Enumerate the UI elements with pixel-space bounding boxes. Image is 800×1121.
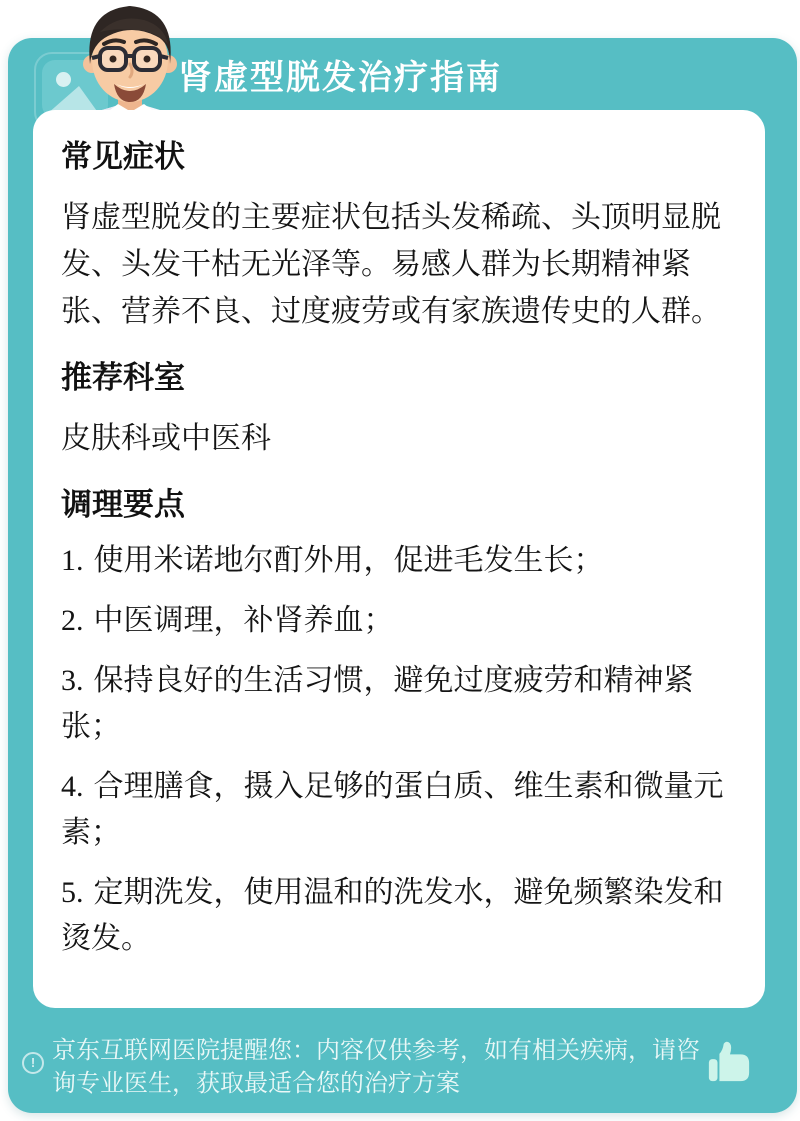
list-item [61,764,737,856]
section-heading-department: 推荐科室 [61,360,185,395]
symptoms-paragraph: 肾虚型脱发的主要症状包括头发稀疏、头顶明显脱发、头发干枯无光泽等。易感人群为长期精神紧张、营养不良、过度疲劳或有家族遗传史的人群。 [61,201,721,328]
department-paragraph: 皮肤科或中医科 [61,422,271,455]
footer-disclaimer-bar [20,1030,772,1100]
list-item-text: 保持良好的生活习惯，避免过度疲劳和精神紧张； [61,664,694,743]
list-item-number: 2. [61,604,84,637]
list-item-number: 4. [61,770,84,803]
content-card [33,110,765,1008]
exclamation-circle-icon: ! [22,1052,44,1074]
thumbs-up-button[interactable] [706,1040,752,1084]
disclaimer-text: 京东互联网医院提醒您：内容仅供参考，如有相关疾病，请咨询专业医生，获取最适合您的治疗方案 [52,1037,700,1097]
list-item-text: 中医调理，补肾养血； [93,604,394,637]
list-item-number: 5. [61,876,84,909]
list-item-text: 合理膳食，摄入足够的蛋白质、维生素和微量元素； [61,770,724,849]
list-item [61,658,737,750]
list-item [61,598,737,644]
section-heading-symptoms: 常见症状 [61,139,185,174]
list-item [61,870,737,962]
section-heading-care-points: 调理要点 [61,487,185,522]
list-item-text: 使用米诺地尔酊外用，促进毛发生长； [93,544,604,577]
list-item-number: 3. [61,664,84,697]
list-item-number: 1. [61,544,84,577]
guide-title: 肾虚型脱发治疗指南 [178,59,502,97]
thumbs-up-icon [706,1040,752,1084]
list-item [61,538,737,584]
list-item-text: 定期洗发，使用温和的洗发水，避免频繁染发和烫发。 [61,876,724,955]
chat-bubble [8,38,797,1113]
